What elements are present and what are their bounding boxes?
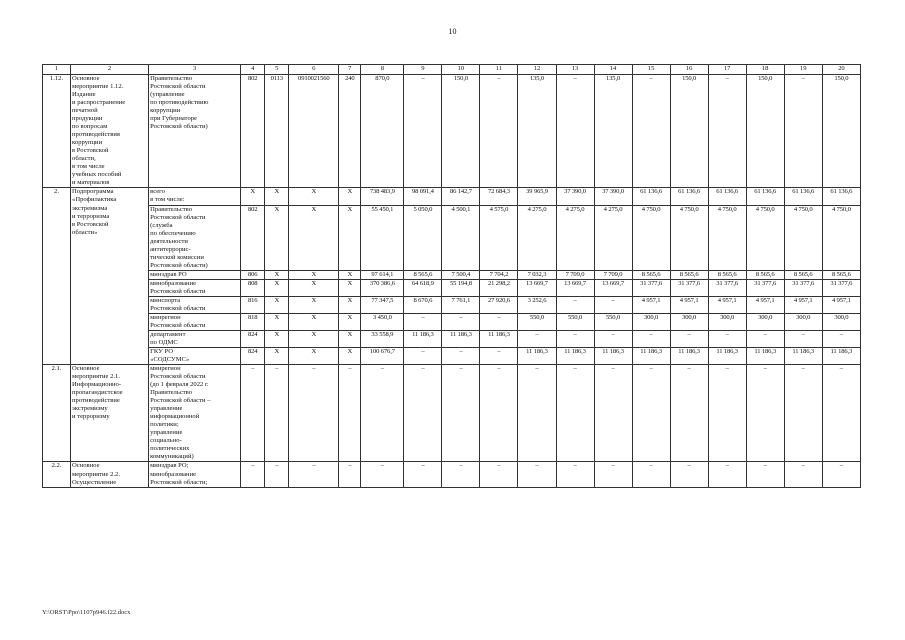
value-cell-col-12: 4 275,0 bbox=[518, 205, 556, 270]
value-cell-col-8: – bbox=[361, 462, 404, 487]
value-cell-col-16: 300,0 bbox=[670, 313, 708, 330]
value-cell-col-12: – bbox=[518, 462, 556, 487]
value-cell-col-17: 11 186,3 bbox=[708, 348, 746, 365]
column-number-15: 15 bbox=[632, 65, 670, 75]
column-number-4: 4 bbox=[241, 65, 265, 75]
executor-cell: минрегион Ростовской области bbox=[149, 313, 241, 330]
value-cell-col-13: – bbox=[556, 296, 594, 313]
value-cell-col-9: – bbox=[404, 75, 442, 188]
value-cell-col-18: 4 957,1 bbox=[746, 296, 784, 313]
value-cell-col-14: – bbox=[594, 330, 632, 347]
value-cell-col-16: 4 957,1 bbox=[670, 296, 708, 313]
value-cell-col-15: 4 957,1 bbox=[632, 296, 670, 313]
value-cell-col-19: 31 377,6 bbox=[784, 279, 822, 296]
value-cell-col-15: – bbox=[632, 462, 670, 487]
executor-cell: ГКУ РО «СОДСУМС» bbox=[149, 348, 241, 365]
column-number-10: 10 bbox=[442, 65, 480, 75]
value-cell-col-4: 816 bbox=[241, 296, 265, 313]
value-cell-col-11: 11 186,3 bbox=[480, 330, 518, 347]
value-cell-col-10: 7 500,4 bbox=[442, 270, 480, 279]
value-cell-col-14: 4 275,0 bbox=[594, 205, 632, 270]
column-number-20: 20 bbox=[822, 65, 860, 75]
value-cell-col-17: 61 136,6 bbox=[708, 188, 746, 205]
value-cell-col-13: – bbox=[556, 365, 594, 462]
column-number-5: 5 bbox=[265, 65, 289, 75]
value-cell-col-12: 550,0 bbox=[518, 313, 556, 330]
value-cell-col-10: 7 761,1 bbox=[442, 296, 480, 313]
value-cell-col-6: Х bbox=[289, 205, 339, 270]
value-cell-col-13: 11 186,3 bbox=[556, 348, 594, 365]
value-cell-col-12: 13 669,7 bbox=[518, 279, 556, 296]
value-cell-col-11: – bbox=[480, 313, 518, 330]
column-number-7: 7 bbox=[339, 65, 361, 75]
value-cell-col-20: 4 750,0 bbox=[822, 205, 860, 270]
value-cell-col-20: 11 186,3 bbox=[822, 348, 860, 365]
value-cell-col-11: – bbox=[480, 462, 518, 487]
value-cell-col-16: – bbox=[670, 330, 708, 347]
value-cell-col-8: 33 558,9 bbox=[361, 330, 404, 347]
value-cell-col-17: – bbox=[708, 462, 746, 487]
value-cell-col-10: – bbox=[442, 348, 480, 365]
value-cell-col-5: Х bbox=[265, 205, 289, 270]
value-cell-col-4: 802 bbox=[241, 205, 265, 270]
value-cell-col-20: 4 957,1 bbox=[822, 296, 860, 313]
value-cell-col-19: – bbox=[784, 462, 822, 487]
table-row bbox=[43, 188, 861, 205]
value-cell-col-9: – bbox=[404, 365, 442, 462]
value-cell-col-9: 98 091,4 bbox=[404, 188, 442, 205]
value-cell-col-16: 150,0 bbox=[670, 75, 708, 188]
value-cell-col-19: 11 186,3 bbox=[784, 348, 822, 365]
value-cell-col-20: – bbox=[822, 462, 860, 487]
budget-table bbox=[42, 64, 861, 488]
value-cell-col-7: Х bbox=[339, 330, 361, 347]
table-row bbox=[43, 462, 861, 487]
executor-cell: минспорта Ростовской области bbox=[149, 296, 241, 313]
value-cell-col-15: 31 377,6 bbox=[632, 279, 670, 296]
value-cell-col-7: Х bbox=[339, 188, 361, 205]
value-cell-col-15: 4 750,0 bbox=[632, 205, 670, 270]
row-number: 1.12. bbox=[43, 75, 71, 188]
value-cell-col-13: – bbox=[556, 75, 594, 188]
value-cell-col-18: 4 750,0 bbox=[746, 205, 784, 270]
value-cell-col-6: Х bbox=[289, 330, 339, 347]
value-cell-col-9: 11 186,3 bbox=[404, 330, 442, 347]
value-cell-col-17: 4 750,0 bbox=[708, 205, 746, 270]
value-cell-col-5: Х bbox=[265, 188, 289, 205]
value-cell-col-4: – bbox=[241, 462, 265, 487]
value-cell-col-15: – bbox=[632, 365, 670, 462]
value-cell-col-12: – bbox=[518, 330, 556, 347]
value-cell-col-12: 7 032,3 bbox=[518, 270, 556, 279]
program-name: Подпрограмма «Профилактика экстремизма и терроризма в Ростовской области» bbox=[71, 188, 149, 365]
value-cell-col-6: Х bbox=[289, 296, 339, 313]
value-cell-col-6: Х bbox=[289, 348, 339, 365]
value-cell-col-10: 86 142,7 bbox=[442, 188, 480, 205]
value-cell-col-4: 818 bbox=[241, 313, 265, 330]
value-cell-col-7: Х bbox=[339, 205, 361, 270]
value-cell-col-14: 550,0 bbox=[594, 313, 632, 330]
value-cell-col-8: 77 347,5 bbox=[361, 296, 404, 313]
value-cell-col-18: – bbox=[746, 462, 784, 487]
value-cell-col-15: 300,0 bbox=[632, 313, 670, 330]
value-cell-col-8: 55 450,1 bbox=[361, 205, 404, 270]
value-cell-col-19: 4 750,0 bbox=[784, 205, 822, 270]
table-row bbox=[43, 279, 861, 296]
value-cell-col-17: 31 377,6 bbox=[708, 279, 746, 296]
value-cell-col-10: 11 186,3 bbox=[442, 330, 480, 347]
value-cell-col-5: – bbox=[265, 365, 289, 462]
value-cell-col-16: – bbox=[670, 365, 708, 462]
value-cell-col-14: – bbox=[594, 462, 632, 487]
value-cell-col-12: 135,0 bbox=[518, 75, 556, 188]
value-cell-col-9: 8 565,6 bbox=[404, 270, 442, 279]
value-cell-col-14: 7 709,0 bbox=[594, 270, 632, 279]
value-cell-col-20: – bbox=[822, 330, 860, 347]
table-row bbox=[43, 75, 861, 188]
value-cell-col-7: – bbox=[339, 462, 361, 487]
value-cell-col-9: 8 670,6 bbox=[404, 296, 442, 313]
value-cell-col-4: 802 bbox=[241, 75, 265, 188]
table-row bbox=[43, 270, 861, 279]
value-cell-col-18: 8 565,6 bbox=[746, 270, 784, 279]
executor-cell: департамент по ОДМС bbox=[149, 330, 241, 347]
value-cell-col-7: 240 bbox=[339, 75, 361, 188]
column-number-3: 3 bbox=[149, 65, 241, 75]
value-cell-col-13: 7 709,0 bbox=[556, 270, 594, 279]
value-cell-col-8: 3 450,0 bbox=[361, 313, 404, 330]
row-number: 2.2. bbox=[43, 462, 71, 487]
value-cell-col-5: 0113 bbox=[265, 75, 289, 188]
value-cell-col-14: 11 186,3 bbox=[594, 348, 632, 365]
column-number-2: 2 bbox=[71, 65, 149, 75]
table-row bbox=[43, 296, 861, 313]
value-cell-col-18: – bbox=[746, 365, 784, 462]
value-cell-col-19: 300,0 bbox=[784, 313, 822, 330]
column-number-12: 12 bbox=[518, 65, 556, 75]
value-cell-col-15: – bbox=[632, 75, 670, 188]
value-cell-col-7: Х bbox=[339, 348, 361, 365]
executor-cell: минобразование Ростовской области bbox=[149, 279, 241, 296]
value-cell-col-7: – bbox=[339, 365, 361, 462]
value-cell-col-6: – bbox=[289, 365, 339, 462]
value-cell-col-8: 738 483,9 bbox=[361, 188, 404, 205]
page-number: 10 bbox=[448, 27, 457, 36]
value-cell-col-11: 27 920,6 bbox=[480, 296, 518, 313]
value-cell-col-14: – bbox=[594, 365, 632, 462]
program-name: Основное мероприятие 2.2. Осуществление bbox=[71, 462, 149, 487]
value-cell-col-13: 4 275,0 bbox=[556, 205, 594, 270]
value-cell-col-16: 31 377,6 bbox=[670, 279, 708, 296]
value-cell-col-8: – bbox=[361, 365, 404, 462]
table-row bbox=[43, 313, 861, 330]
value-cell-col-8: 370 386,6 bbox=[361, 279, 404, 296]
column-number-9: 9 bbox=[404, 65, 442, 75]
value-cell-col-8: 870,0 bbox=[361, 75, 404, 188]
value-cell-col-18: 11 186,3 bbox=[746, 348, 784, 365]
value-cell-col-5: Х bbox=[265, 270, 289, 279]
column-number-8: 8 bbox=[361, 65, 404, 75]
column-number-19: 19 bbox=[784, 65, 822, 75]
program-name: Основное мероприятие 2.1. Информационно- пропагандистское противодействие экстремизму и терроризму bbox=[71, 365, 149, 462]
column-number-17: 17 bbox=[708, 65, 746, 75]
column-number-1: 1 bbox=[43, 65, 71, 75]
value-cell-col-10: – bbox=[442, 365, 480, 462]
value-cell-col-16: 11 186,3 bbox=[670, 348, 708, 365]
value-cell-col-4: 824 bbox=[241, 330, 265, 347]
row-number: 2. bbox=[43, 188, 71, 365]
value-cell-col-17: – bbox=[708, 330, 746, 347]
value-cell-col-5: Х bbox=[265, 279, 289, 296]
value-cell-col-12: 39 965,9 bbox=[518, 188, 556, 205]
value-cell-col-10: – bbox=[442, 313, 480, 330]
value-cell-col-15: 8 565,6 bbox=[632, 270, 670, 279]
value-cell-col-9: 64 618,9 bbox=[404, 279, 442, 296]
value-cell-col-13: 13 669,7 bbox=[556, 279, 594, 296]
value-cell-col-12: 3 252,6 bbox=[518, 296, 556, 313]
value-cell-col-10: 55 194,8 bbox=[442, 279, 480, 296]
value-cell-col-19: – bbox=[784, 365, 822, 462]
value-cell-col-5: Х bbox=[265, 296, 289, 313]
value-cell-col-5: Х bbox=[265, 348, 289, 365]
value-cell-col-6: Х bbox=[289, 270, 339, 279]
column-number-11: 11 bbox=[480, 65, 518, 75]
value-cell-col-11: 72 684,3 bbox=[480, 188, 518, 205]
value-cell-col-13: 550,0 bbox=[556, 313, 594, 330]
value-cell-col-5: Х bbox=[265, 313, 289, 330]
column-number-13: 13 bbox=[556, 65, 594, 75]
value-cell-col-10: 4 500,1 bbox=[442, 205, 480, 270]
value-cell-col-7: Х bbox=[339, 313, 361, 330]
value-cell-col-19: 61 136,6 bbox=[784, 188, 822, 205]
value-cell-col-9: – bbox=[404, 348, 442, 365]
value-cell-col-5: – bbox=[265, 462, 289, 487]
value-cell-col-20: 61 136,6 bbox=[822, 188, 860, 205]
value-cell-col-18: 31 377,6 bbox=[746, 279, 784, 296]
value-cell-col-12: 11 186,3 bbox=[518, 348, 556, 365]
footer-file-path: Y:\ORST\Ppo\1107p946.f22.docx bbox=[42, 609, 131, 616]
column-number-18: 18 bbox=[746, 65, 784, 75]
executor-cell: всего в том числе: bbox=[149, 188, 241, 205]
value-cell-col-11: – bbox=[480, 348, 518, 365]
value-cell-col-17: 4 957,1 bbox=[708, 296, 746, 313]
row-number: 2.1. bbox=[43, 365, 71, 462]
value-cell-col-19: 4 957,1 bbox=[784, 296, 822, 313]
value-cell-col-7: Х bbox=[339, 270, 361, 279]
program-name: Основное мероприятие 1.12. Издание и распространение печатной продукции по вопросам противодействия коррупции в Ростовской области, в том числе учебных пособий и материалов bbox=[71, 75, 149, 188]
value-cell-col-7: Х bbox=[339, 279, 361, 296]
value-cell-col-9: 5 050,0 bbox=[404, 205, 442, 270]
value-cell-col-17: 8 565,6 bbox=[708, 270, 746, 279]
value-cell-col-6: Х bbox=[289, 313, 339, 330]
value-cell-col-14: 13 669,7 bbox=[594, 279, 632, 296]
value-cell-col-11: 4 575,0 bbox=[480, 205, 518, 270]
value-cell-col-9: – bbox=[404, 313, 442, 330]
table-row bbox=[43, 348, 861, 365]
value-cell-col-17: – bbox=[708, 365, 746, 462]
value-cell-col-10: 150,0 bbox=[442, 75, 480, 188]
value-cell-col-17: – bbox=[708, 75, 746, 188]
value-cell-col-13: – bbox=[556, 462, 594, 487]
value-cell-col-6: Х bbox=[289, 279, 339, 296]
table-row bbox=[43, 365, 861, 462]
value-cell-col-6: 0910021560 bbox=[289, 75, 339, 188]
value-cell-col-6: – bbox=[289, 462, 339, 487]
value-cell-col-11: – bbox=[480, 365, 518, 462]
value-cell-col-4: 824 bbox=[241, 348, 265, 365]
column-number-row bbox=[43, 65, 861, 75]
value-cell-col-6: Х bbox=[289, 188, 339, 205]
value-cell-col-14: 135,0 bbox=[594, 75, 632, 188]
value-cell-col-17: 300,0 bbox=[708, 313, 746, 330]
value-cell-col-18: 61 136,6 bbox=[746, 188, 784, 205]
value-cell-col-20: – bbox=[822, 365, 860, 462]
executor-cell: Правительство Ростовской области (служба по обеспечению деятельности антитеррорис- тической комиссии Ростовской области) bbox=[149, 205, 241, 270]
value-cell-col-11: – bbox=[480, 75, 518, 188]
value-cell-col-20: 150,0 bbox=[822, 75, 860, 188]
value-cell-col-11: 7 704,2 bbox=[480, 270, 518, 279]
executor-cell: минздрав РО bbox=[149, 270, 241, 279]
value-cell-col-18: 300,0 bbox=[746, 313, 784, 330]
value-cell-col-8: 97 614,1 bbox=[361, 270, 404, 279]
value-cell-col-12: – bbox=[518, 365, 556, 462]
value-cell-col-4: 806 bbox=[241, 270, 265, 279]
value-cell-col-19: – bbox=[784, 75, 822, 188]
table-row bbox=[43, 330, 861, 347]
value-cell-col-14: – bbox=[594, 296, 632, 313]
value-cell-col-18: – bbox=[746, 330, 784, 347]
value-cell-col-18: 150,0 bbox=[746, 75, 784, 188]
value-cell-col-16: – bbox=[670, 462, 708, 487]
value-cell-col-8: 100 676,7 bbox=[361, 348, 404, 365]
value-cell-col-15: 61 136,6 bbox=[632, 188, 670, 205]
value-cell-col-16: 8 565,6 bbox=[670, 270, 708, 279]
value-cell-col-13: – bbox=[556, 330, 594, 347]
value-cell-col-9: – bbox=[404, 462, 442, 487]
value-cell-col-13: 37 390,0 bbox=[556, 188, 594, 205]
value-cell-col-7: Х bbox=[339, 296, 361, 313]
value-cell-col-15: – bbox=[632, 330, 670, 347]
value-cell-col-4: 808 bbox=[241, 279, 265, 296]
value-cell-col-20: 8 565,6 bbox=[822, 270, 860, 279]
value-cell-col-11: 21 298,2 bbox=[480, 279, 518, 296]
executor-cell: минздрав РО; минобразование Ростовской области; bbox=[149, 462, 241, 487]
value-cell-col-20: 31 377,6 bbox=[822, 279, 860, 296]
column-number-6: 6 bbox=[289, 65, 339, 75]
executor-cell: минрегион Ростовской области (до 1 февраля 2022 г. Правительство Ростовской области – управление информационной политики; управление социально- политических коммуникаций) bbox=[149, 365, 241, 462]
value-cell-col-4: – bbox=[241, 365, 265, 462]
value-cell-col-15: 11 186,3 bbox=[632, 348, 670, 365]
value-cell-col-19: 8 565,6 bbox=[784, 270, 822, 279]
value-cell-col-20: 300,0 bbox=[822, 313, 860, 330]
value-cell-col-16: 4 750,0 bbox=[670, 205, 708, 270]
value-cell-col-5: Х bbox=[265, 330, 289, 347]
column-number-16: 16 bbox=[670, 65, 708, 75]
value-cell-col-4: Х bbox=[241, 188, 265, 205]
table-row bbox=[43, 205, 861, 270]
executor-cell: Правительство Ростовской области (управление по противодействию коррупции при Губернаторе Ростовской области) bbox=[149, 75, 241, 188]
column-number-14: 14 bbox=[594, 65, 632, 75]
value-cell-col-16: 61 136,6 bbox=[670, 188, 708, 205]
value-cell-col-14: 37 390,0 bbox=[594, 188, 632, 205]
value-cell-col-10: – bbox=[442, 462, 480, 487]
value-cell-col-19: – bbox=[784, 330, 822, 347]
